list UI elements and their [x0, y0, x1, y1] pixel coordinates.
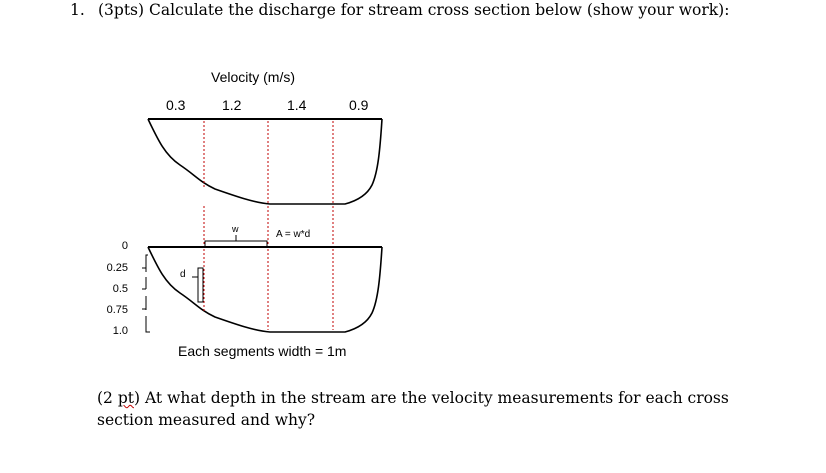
depth-label-050: 0.5: [112, 283, 128, 295]
depth-label-025: 0.25: [106, 262, 128, 274]
depth-axis: [146, 255, 150, 332]
depth-label-100: 1.0: [112, 325, 128, 337]
question-2-points-suffix: ): [134, 389, 141, 407]
top-channel-bed: [148, 119, 382, 204]
depth-label-0: 0: [121, 240, 128, 252]
depth-bracket: [198, 268, 203, 302]
velocity-value-4: 0.9: [349, 97, 369, 113]
depth-label-075: 0.75: [106, 304, 128, 316]
velocity-value-2: 1.2: [222, 97, 242, 113]
question-2: [97, 387, 777, 431]
segment-width-note: Each segments width = 1m: [178, 343, 347, 359]
question-2-text: At what depth in the stream are the velocity measurements for each cross section measured and why?: [97, 389, 729, 429]
area-formula-label: A = w*d: [276, 229, 311, 240]
d-label: d: [180, 269, 186, 280]
w-label: w: [232, 224, 239, 234]
question-1-text: (3pts) Calculate the discharge for stream cross section below (show your work):: [98, 1, 730, 19]
question-2-points-prefix: (2: [97, 389, 118, 407]
question-2-points-word: pt: [117, 389, 134, 407]
velocity-title: Velocity (m/s): [211, 69, 296, 85]
question-number: 1.: [70, 1, 85, 19]
bottom-channel-bed: [148, 247, 382, 332]
velocity-value-3: 1.4: [287, 97, 307, 113]
velocity-value-1: 0.3: [166, 97, 186, 113]
